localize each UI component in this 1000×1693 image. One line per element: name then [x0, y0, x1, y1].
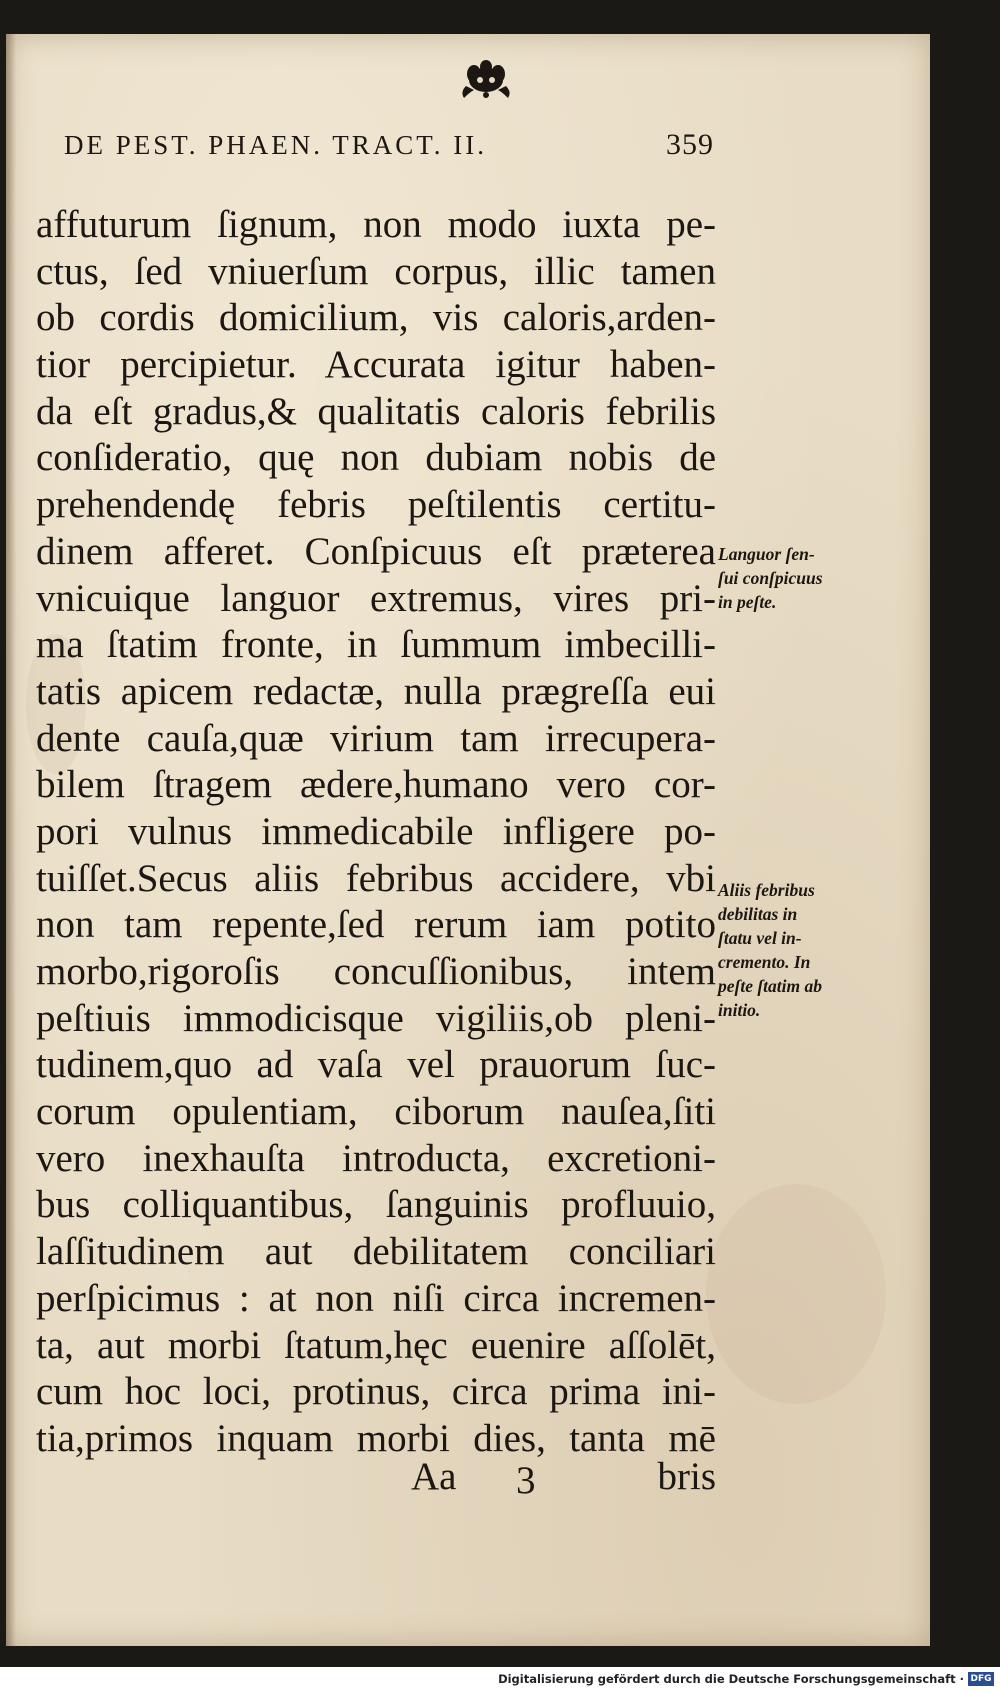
text-line: dinem afferet. Conſpicuus eſt præterea: [36, 529, 716, 573]
text-line: morbo,rigoroſis concuſſionibus, intem: [36, 950, 716, 993]
paper-stain: [706, 1184, 886, 1404]
marginal-note-line: cremento. In: [718, 952, 811, 972]
marginal-note-line: peſte ſtatim ab: [718, 976, 823, 996]
marginal-note-line: Languor ſen-: [718, 544, 815, 564]
dfg-logo-icon: DFG: [968, 1672, 994, 1686]
page-gutter-shadow: [6, 34, 16, 1646]
page-number: 359: [666, 128, 714, 161]
body-text: [36, 202, 716, 1463]
text-line: ma ſtatim fronte, in ſummum imbecilli-: [36, 623, 716, 667]
text-line: pori vulnus immedicabile infligere po-: [36, 809, 716, 853]
text-line: prehendendę febris peſtilentis certitu-: [36, 483, 716, 527]
text-line: vero inexhauſta introducta, excretioni-: [36, 1136, 716, 1180]
text-line: tia,primos inquam morbi dies, tanta mē: [36, 1416, 716, 1460]
text-line: cum hoc loci, protinus, circa prima ini-: [36, 1370, 716, 1414]
signature-line: [36, 1452, 716, 1502]
marginal-note-line: ſtatu vel in-: [718, 928, 802, 948]
text-line: bilem ſtragem ædere,humano vero cor-: [36, 763, 716, 807]
digitization-footer: [0, 1667, 1000, 1693]
text-line: peſtiuis immodicisque vigiliis,ob pleni-: [36, 996, 716, 1040]
marginal-note-line: initio.: [718, 1000, 761, 1020]
text-line: ctus, ſed vniuerſum corpus, illic tamen: [36, 249, 716, 293]
footer-credit: Digitalisierung gefördert durch die Deutsche Forschungsgemeinschaft ·: [498, 1672, 964, 1686]
text-line: vnicuique languor extremus, vires pri-: [36, 576, 716, 620]
marginal-note: [718, 542, 868, 614]
book-page: [6, 34, 930, 1646]
text-line: affuturum ſignum, non modo iuxta pe-: [36, 203, 716, 246]
fleuron-ornament-icon: [456, 54, 516, 100]
text-line: ta, aut morbi ſtatum,hęc euenire aſſolēt,: [36, 1323, 716, 1367]
marginal-note-line: debilitas in: [718, 904, 798, 924]
text-line: corum opulentiam, ciborum nauſea,ſiti: [36, 1090, 716, 1134]
marginal-note-line: Aliis febribus: [718, 880, 815, 900]
text-line: tuiſſet.Secus aliis febribus accidere, vbi: [36, 856, 716, 900]
signature-mark: Aa: [411, 1455, 457, 1498]
catchword: bris: [657, 1455, 716, 1498]
text-line: da eſt gradus,& qualitatis caloris febrilis: [36, 389, 716, 433]
marginal-note-line: ſui conſpicuus: [718, 568, 823, 588]
marginal-note-line: in peſte.: [718, 592, 777, 612]
running-head: [64, 124, 714, 170]
text-line: dente cauſa,quæ virium tam irrecupera-: [36, 716, 716, 760]
text-line: non tam repente,ſed rerum iam potito: [36, 903, 716, 947]
text-line: tatis apicem redactæ, nulla prægreſſa eui: [36, 669, 716, 713]
text-line: tior percipietur. Accurata igitur haben-: [36, 343, 716, 387]
running-head-title: DE PEST. PHAEN. TRACT. II.: [64, 130, 488, 160]
marginal-note: [718, 878, 868, 1022]
signature-number: 3: [516, 1459, 536, 1502]
text-line: tudinem,quo ad vaſa vel prauorum ſuc-: [36, 1043, 716, 1087]
text-line: laſſitudinem aut debilitatem conciliari: [36, 1230, 716, 1274]
text-line: conſideratio, quę non dubiam nobis de: [36, 436, 716, 480]
text-line: bus colliquantibus, ſanguinis profluuio,: [36, 1183, 716, 1227]
text-line: perſpicimus : at non niſi circa incremen-: [36, 1276, 716, 1320]
text-line: ob cordis domicilium, vis caloris,arden-: [36, 296, 716, 340]
